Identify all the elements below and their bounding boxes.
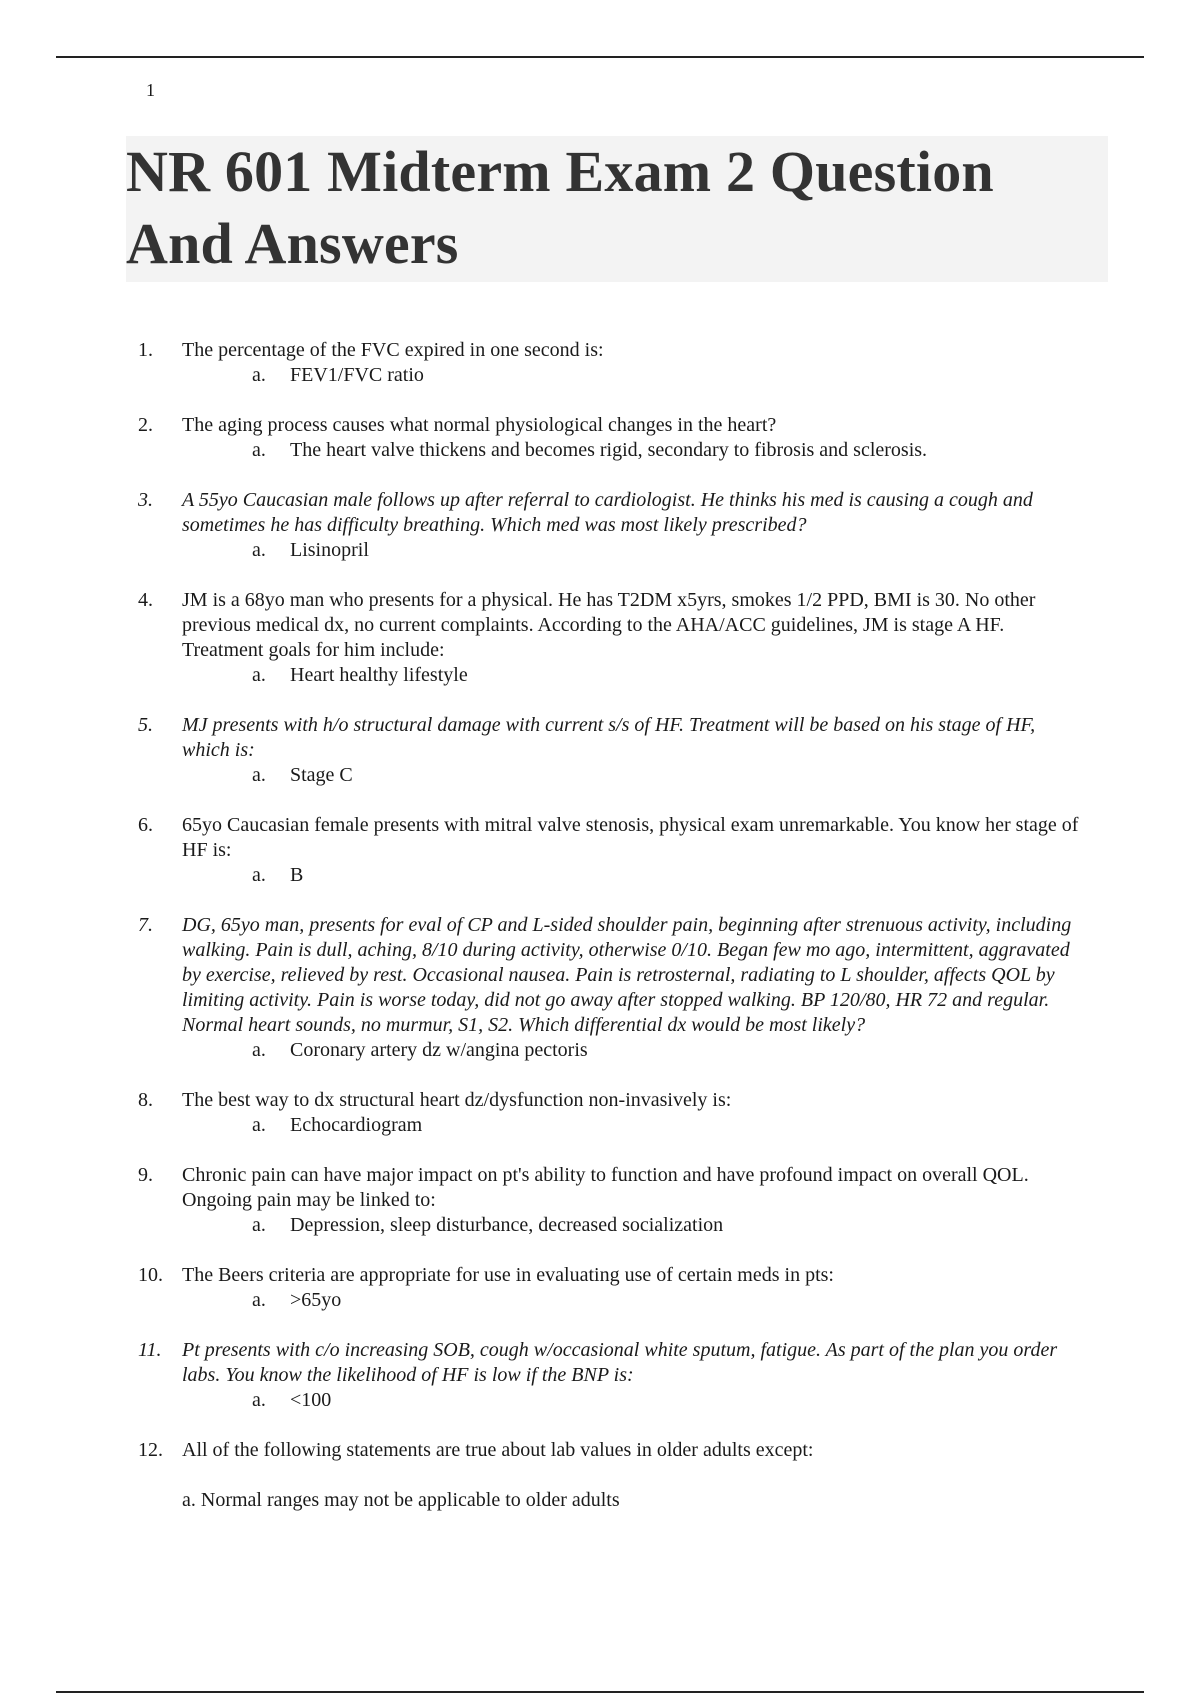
answer-text: Coronary artery dz w/angina pectoris [290,1039,588,1061]
answer-text: <100 [290,1389,332,1411]
question-number: 6. [138,814,153,836]
question-text: The Beers criteria are appropriate for use in evaluating use of certain meds in pts: [182,1264,834,1286]
top-rule [56,56,1144,58]
question-text: A 55yo Caucasian male follows up after referral to cardiologist. He thinks his med is causing a cough and sometimes he has difficulty breathing. Which med was most likely prescribed? [182,489,1033,536]
answer-letter: a. [252,1289,266,1311]
answer-text: The heart valve thickens and becomes rigid, secondary to fibrosis and sclerosis. [290,439,928,461]
answer-letter: a. [252,1214,266,1236]
answer-letter: a. [252,764,266,786]
answer [252,1113,1110,1138]
question-text: 65yo Caucasian female presents with mitral valve stenosis, physical exam unremarkable. You know her stage of HF is: [182,814,1079,861]
question-6 [0,813,1200,888]
question-2 [0,413,1200,463]
question-5 [0,713,1200,788]
answer [252,1038,1110,1063]
answer-text: Echocardiogram [290,1114,423,1136]
answer-letter: a. [252,664,266,686]
question-1 [0,338,1200,388]
answer-text: Heart healthy lifestyle [290,664,468,686]
question-text: The percentage of the FVC expired in one second is: [182,339,604,361]
answer-letter: a. [252,364,266,386]
page-number: 1 [146,80,155,100]
question-text: Pt presents with c/o increasing SOB, cough w/occasional white sputum, fatigue. As part of the plan you order labs. You know the likelihood of HF is low if the BNP is: [182,1339,1058,1386]
answer-letter: a. [252,1389,266,1411]
question-4 [0,588,1200,688]
answer-letter: a. [252,439,266,461]
question-text: The best way to dx structural heart dz/dysfunction non-invasively is: [182,1089,732,1111]
answer [252,763,1110,788]
document-title: NR 601 Midterm Exam 2 Question And Answers [126,139,994,276]
answer-letter: a. [252,539,266,561]
answer-text: a. Normal ranges may not be applicable to older adults [182,1489,620,1511]
answer [252,1288,1110,1313]
question-number: 5. [138,714,153,736]
question-text: All of the following statements are true about lab values in older adults except: [182,1439,814,1461]
answer-text: Lisinopril [290,539,369,561]
answer [252,538,1110,563]
question-10 [0,1263,1200,1313]
answer [252,438,1110,463]
question-7 [0,913,1200,1063]
question-9 [0,1163,1200,1238]
question-text: MJ presents with h/o structural damage with current s/s of HF. Treatment will be based on his stage of HF, which is: [182,714,1036,761]
answer [252,1388,1110,1413]
question-3 [0,488,1200,563]
answer-text: >65yo [290,1289,342,1311]
question-11 [0,1338,1200,1413]
answer-text: FEV1/FVC ratio [290,364,424,386]
question-number: 1. [138,339,153,361]
answer-spacer [0,1463,1200,1488]
answer [252,863,1110,888]
answer [252,363,1110,388]
question-12 [0,1438,1200,1513]
question-number: 7. [138,914,153,936]
question-text: The aging process causes what normal physiological changes in the heart? [182,414,777,436]
question-number: 10. [138,1264,163,1286]
bottom-rule [56,1691,1144,1693]
question-number: 9. [138,1164,153,1186]
question-number: 12. [138,1439,163,1461]
answer-text: B [290,864,304,886]
question-list [0,338,1200,1538]
answer [252,1213,1110,1238]
answer-text: Stage C [290,764,353,786]
question-number: 11. [138,1339,162,1361]
answer-letter: a. [252,1039,266,1061]
question-number: 8. [138,1089,153,1111]
question-number: 2. [138,414,153,436]
question-number: 3. [138,489,153,511]
question-8 [0,1088,1200,1138]
answer-text: Depression, sleep disturbance, decreased socialization [290,1214,724,1236]
question-text: Chronic pain can have major impact on pt's ability to function and have profound impact on overall QOL. Ongoing pain may be linked to: [182,1164,1029,1211]
question-text: DG, 65yo man, presents for eval of CP and L-sided shoulder pain, beginning after strenuous activity, including walking. Pain is dull, aching, 8/10 during activity, otherwise 0/10. Began few mo ago, intermittent, aggravated by exercise, relieved by rest. Occasional nausea. Pain is retrosternal, radiating to L shoulder, affects QOL by limiting activity. Pain is worse today, did not go away after stopped walking. BP 120/80, HR 72 and regular. Normal heart sounds, no murmur, S1, S2. Which differential dx would be most likely? [182,914,1072,1036]
answer-letter: a. [252,864,266,886]
question-text: JM is a 68yo man who presents for a physical. He has T2DM x5yrs, smokes 1/2 PPD, BMI is 30. No other previous medical dx, no current complaints. According to the AHA/ACC guidelines, JM is stage A HF. Treatment goals for him include: [182,589,1036,661]
answer [252,663,1110,688]
question-number: 4. [138,589,153,611]
answer-letter: a. [252,1114,266,1136]
